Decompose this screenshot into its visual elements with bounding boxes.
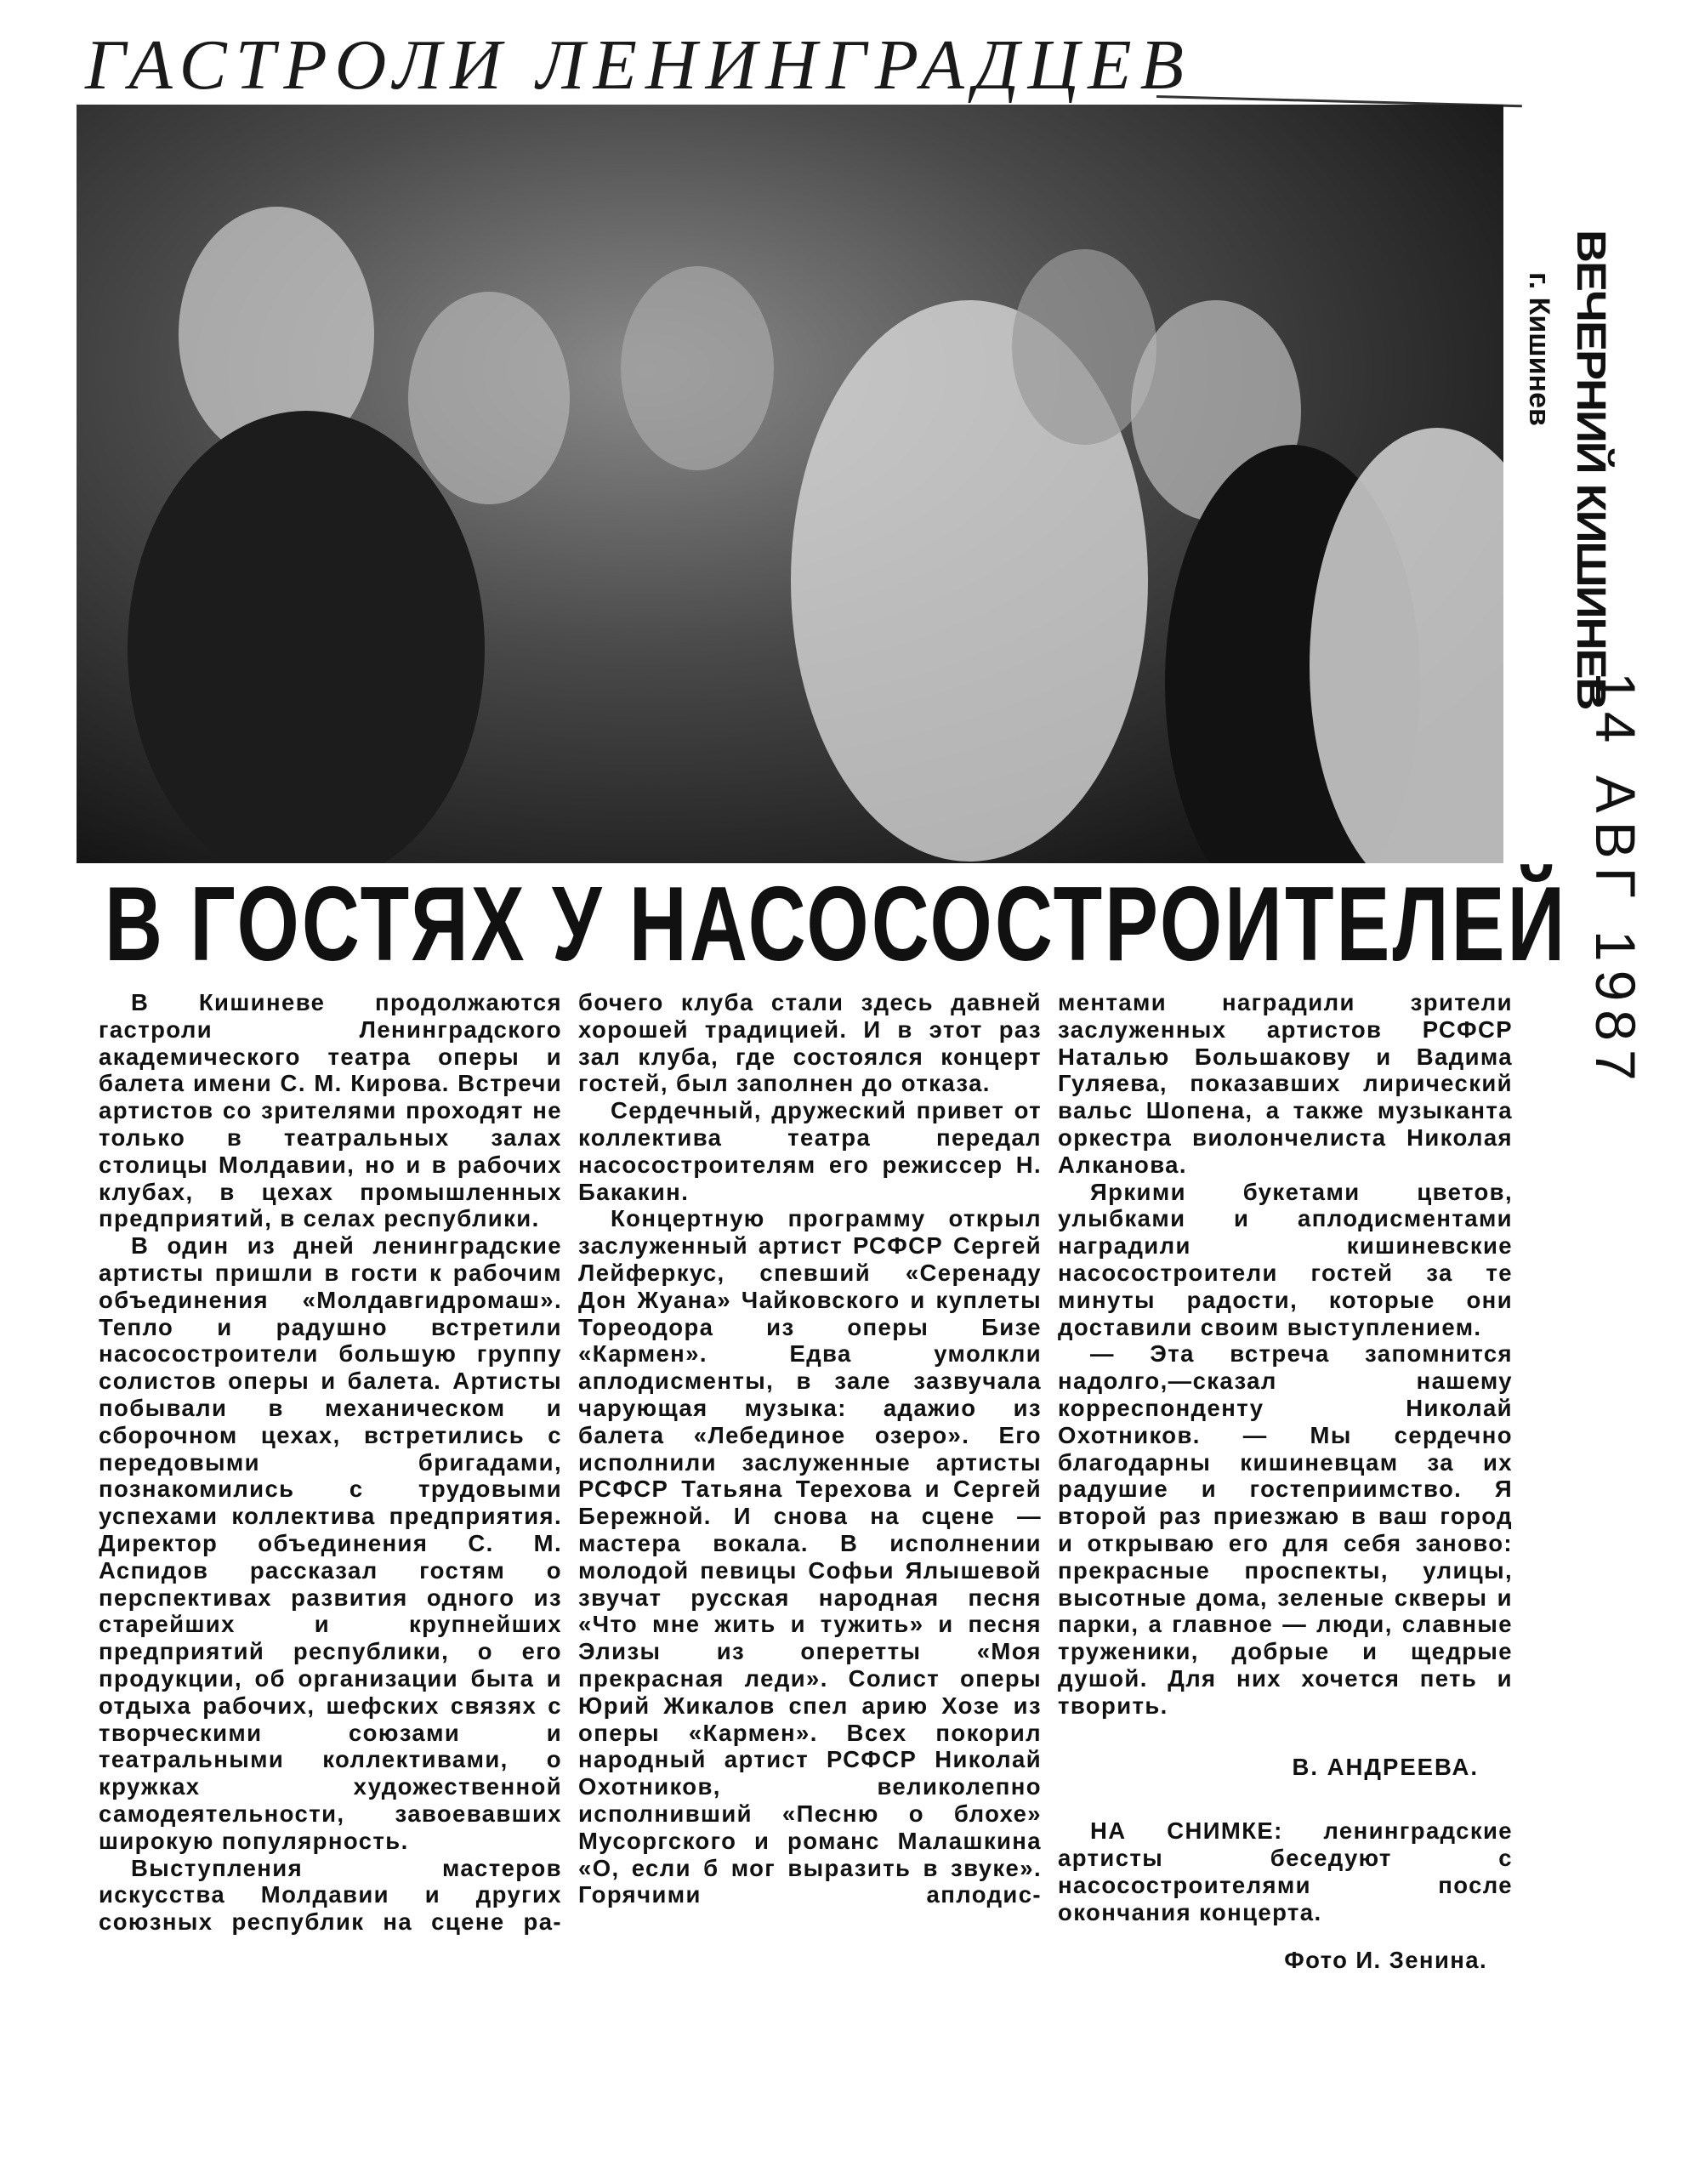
paragraph: Концертную программу открыл заслуженный артист РСФСР Сергей Лейферкус, спевший «Серенаду Дон Жуана» Чайковского и куплеты Тореодора из оперы Бизе «Кармен». Едва умолкли аплодисменты, в зале зазвучала чарующая музыка: адажио из балета «Лебединое озеро». Его исполнили заслуженные артисты РСФСР Татьяна Терехова и Сергей Бережной. И снова на сцене — мастера вокала. В исполнении молодой певицы Софьи Ялышевой звучат русская народная песня «Что мне жить и тужить» и песня Элизы из оперетты «Моя прекрасная леди». Солист оперы Юрий Жикалов спел арию Хозе из оперы «Кармен». Всех покорил народный артист РСФСР Николай Охотников, великолепно исполнивший «Песню о блохе» Мусоргского и романс Малашкина «О, если б мог выразить в звуке». Горячими аплодис- [578, 1205, 1042, 1908]
newspaper-stamp-city: г. Кишинев [1523, 272, 1555, 426]
paragraph: Выступления мастеров искусства Молдавии и других союзных республик на сцене ра- [99, 1854, 562, 1936]
rubric-heading: ГАСТРОЛИ ЛЕНИНГРАДЦЕВ [85, 26, 1192, 105]
article-column-2 [578, 989, 1042, 1908]
newspaper-stamp-name: ВЕЧЕРНИЙ КИШИНЕВ [1568, 230, 1614, 709]
paragraph: бочего клуба стали здесь давней хорошей традицией. И в этот раз зал клуба, где состоялся концерт гостей, был заполнен до отказа. [578, 989, 1042, 1097]
photo-figure [621, 266, 774, 470]
paragraph: Яркими букетами цветов, улыбками и аплодисментами наградили кишиневские насосостроители гостей за те минуты радости, которые они доставили своим выступлением. [1058, 1178, 1513, 1340]
photo-figure [128, 411, 485, 863]
paragraph: — Эта встреча запомнится надолго,—сказал нашему корреспонденту Николай Охотников. — Мы сердечно благодарны кишиневцам за их радушие и гостеприимство. Я второй раз приезжаю в ваш город и открываю его для себя заново: прекрасные проспекты, улицы, высотные дома, зеленые скверы и парки, а главное — люди, славные труженики, добрые и щедрые душой. Для них хочется петь и творить. [1058, 1340, 1513, 1719]
paragraph: В один из дней ленинградские артисты пришли в гости к рабочим объединения «Молдавгидромаш». Тепло и радушно встретили насосостроители большую группу солистов оперы и балета. Артисты побывали в механическом и сборочном цехах, встретились с передовыми бригадами, познакомились с трудовыми успехами коллектива предприятия. Директор объединения С. М. Аспидов рассказал гостям о перспективах развития одного из старейших и крупнейших предприятий республики, о его продукции, об организации быта и отдыха рабочих, шефских связях с творческими союзами и театральными коллективами, о кружках художественной самодеятельности, завоевавших широкую популярность. [99, 1232, 562, 1854]
article-column-1 [99, 989, 562, 1936]
article-photo [77, 105, 1503, 863]
photo-figure [408, 292, 570, 504]
paragraph: ментами наградили зрители заслуженных артистов РСФСР Наталью Большакову и Вадима Гуляева, показавших лирический вальс Шопена, а также музыканта оркестра виолончелиста Николая Алканова. [1058, 989, 1513, 1178]
photo-caption: НА СНИМКЕ: ленинградские артисты беседуют с насосостроителями после окончания концерта. [1058, 1817, 1513, 1925]
article-headline: В ГОСТЯХ У НАСОСОСТРОИТЕЛЕЙ [105, 866, 1568, 983]
photo-credit: Фото И. Зенина. [1284, 1946, 1487, 1973]
author-signature: В. АНДРЕЕВА. [1292, 1753, 1479, 1780]
paragraph: В Кишиневе продолжаются гастроли Ленинградского академического театра оперы и балета имени С. М. Кирова. Встречи артистов со зрителями проходят не только в театральных залах столицы Молдавии, но и в рабочих клубах, в цехах промышленных предприятий, в селах республики. [99, 989, 562, 1232]
paragraph: Сердечный, дружеский привет от коллектива театра передал насосостроителям его режиссер Н. Бакакин. [578, 1097, 1042, 1205]
article-column-3 [1058, 989, 1513, 1973]
newspaper-stamp-date: 14 АВГ 1987 [1584, 672, 1647, 1089]
